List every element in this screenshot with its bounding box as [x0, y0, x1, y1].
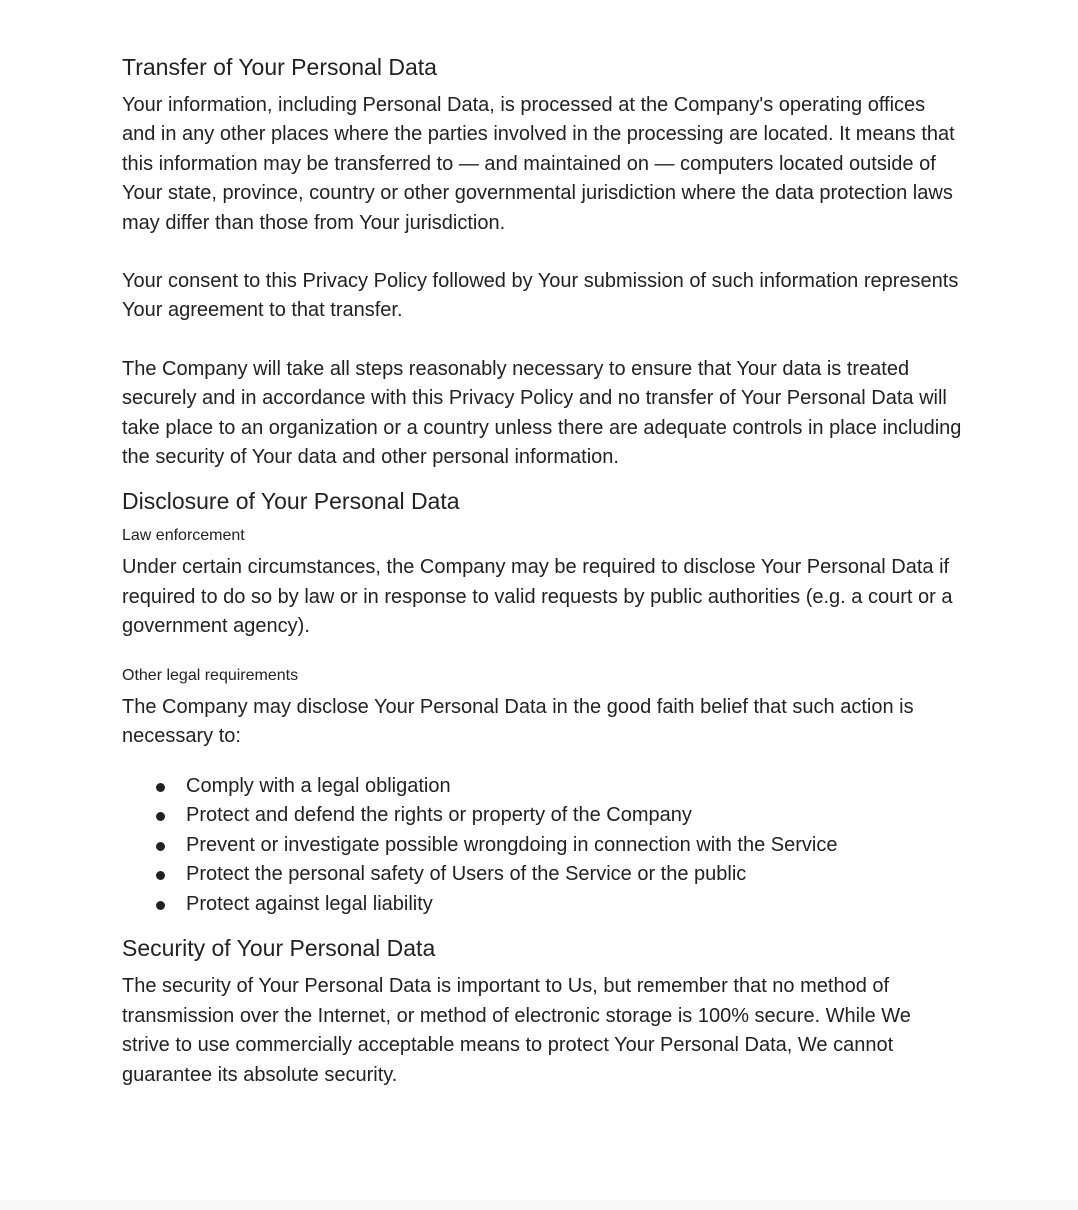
security-heading: Security of Your Personal Data: [122, 935, 436, 962]
legal-requirements-list: [122, 772, 962, 920]
bullet-icon: [156, 783, 165, 792]
other-legal-subheading: Other legal requirements: [122, 666, 299, 684]
security-text: The security of Your Personal Data is important to Us, but remember that no method of transmission over the Internet, or method of electronic storage is 100% secure. While We strive to use commercially acceptable means to protect Your Personal Data, We cannot guarantee its absolute security.: [122, 975, 911, 1086]
paragraph-spacer: [122, 326, 962, 355]
list-item: Protect and defend the rights or property of the Company: [122, 801, 962, 831]
disclosure-heading: Disclosure of Your Personal Data: [122, 488, 460, 515]
subsection-spacer: [122, 642, 962, 665]
law-enforcement-text: Under certain circumstances, the Company may be required to disclose Your Personal Data if required to do so by law or in response to valid requests by public authorities (e.g. a court or a government agency).: [122, 556, 953, 638]
bullet-icon: [156, 812, 165, 821]
list-item: Protect the personal safety of Users of the Service or the public: [122, 860, 962, 890]
section-spacer: [122, 919, 962, 933]
bullet-icon: [156, 842, 165, 851]
transfer-heading: Transfer of Your Personal Data: [122, 54, 437, 80]
other-legal-text: The Company may disclose Your Personal Data in the good faith belief that such action is necessary to:: [122, 695, 914, 748]
list-spacer: [122, 752, 962, 772]
law-enforcement-subheading: Law enforcement: [122, 527, 245, 545]
bullet-icon: [156, 871, 165, 880]
bullet-icon: [156, 901, 165, 910]
transfer-paragraph: Your information, including Personal Data, is processed at the Company's operating offices and in any other places where the parties involved in the processing are located. It means that this information may be transferred to — and maintained on — computers located outside of Your state, province, country or other governmental jurisdiction where the data protection laws may differ than those from Your jurisdiction.: [122, 94, 955, 234]
list-item: Protect against legal liability: [122, 890, 962, 920]
list-item: Comply with a legal obligation: [122, 772, 962, 802]
transfer-paragraph: Your consent to this Privacy Policy followed by Your submission of such information represents Your agreement to that transfer.: [122, 270, 959, 322]
document-content: [122, 52, 962, 1090]
paragraph-spacer: [122, 238, 962, 267]
section-spacer: [122, 472, 962, 486]
list-item: Prevent or investigate possible wrongdoing in connection with the Service: [122, 831, 962, 861]
transfer-paragraph: The Company will take all steps reasonably necessary to ensure that Your data is treated securely and in accordance with this Privacy Policy and no transfer of Your Personal Data will take place to an organization or a country unless there are adequate controls in place including the security of Your data and other personal information.: [122, 357, 962, 469]
